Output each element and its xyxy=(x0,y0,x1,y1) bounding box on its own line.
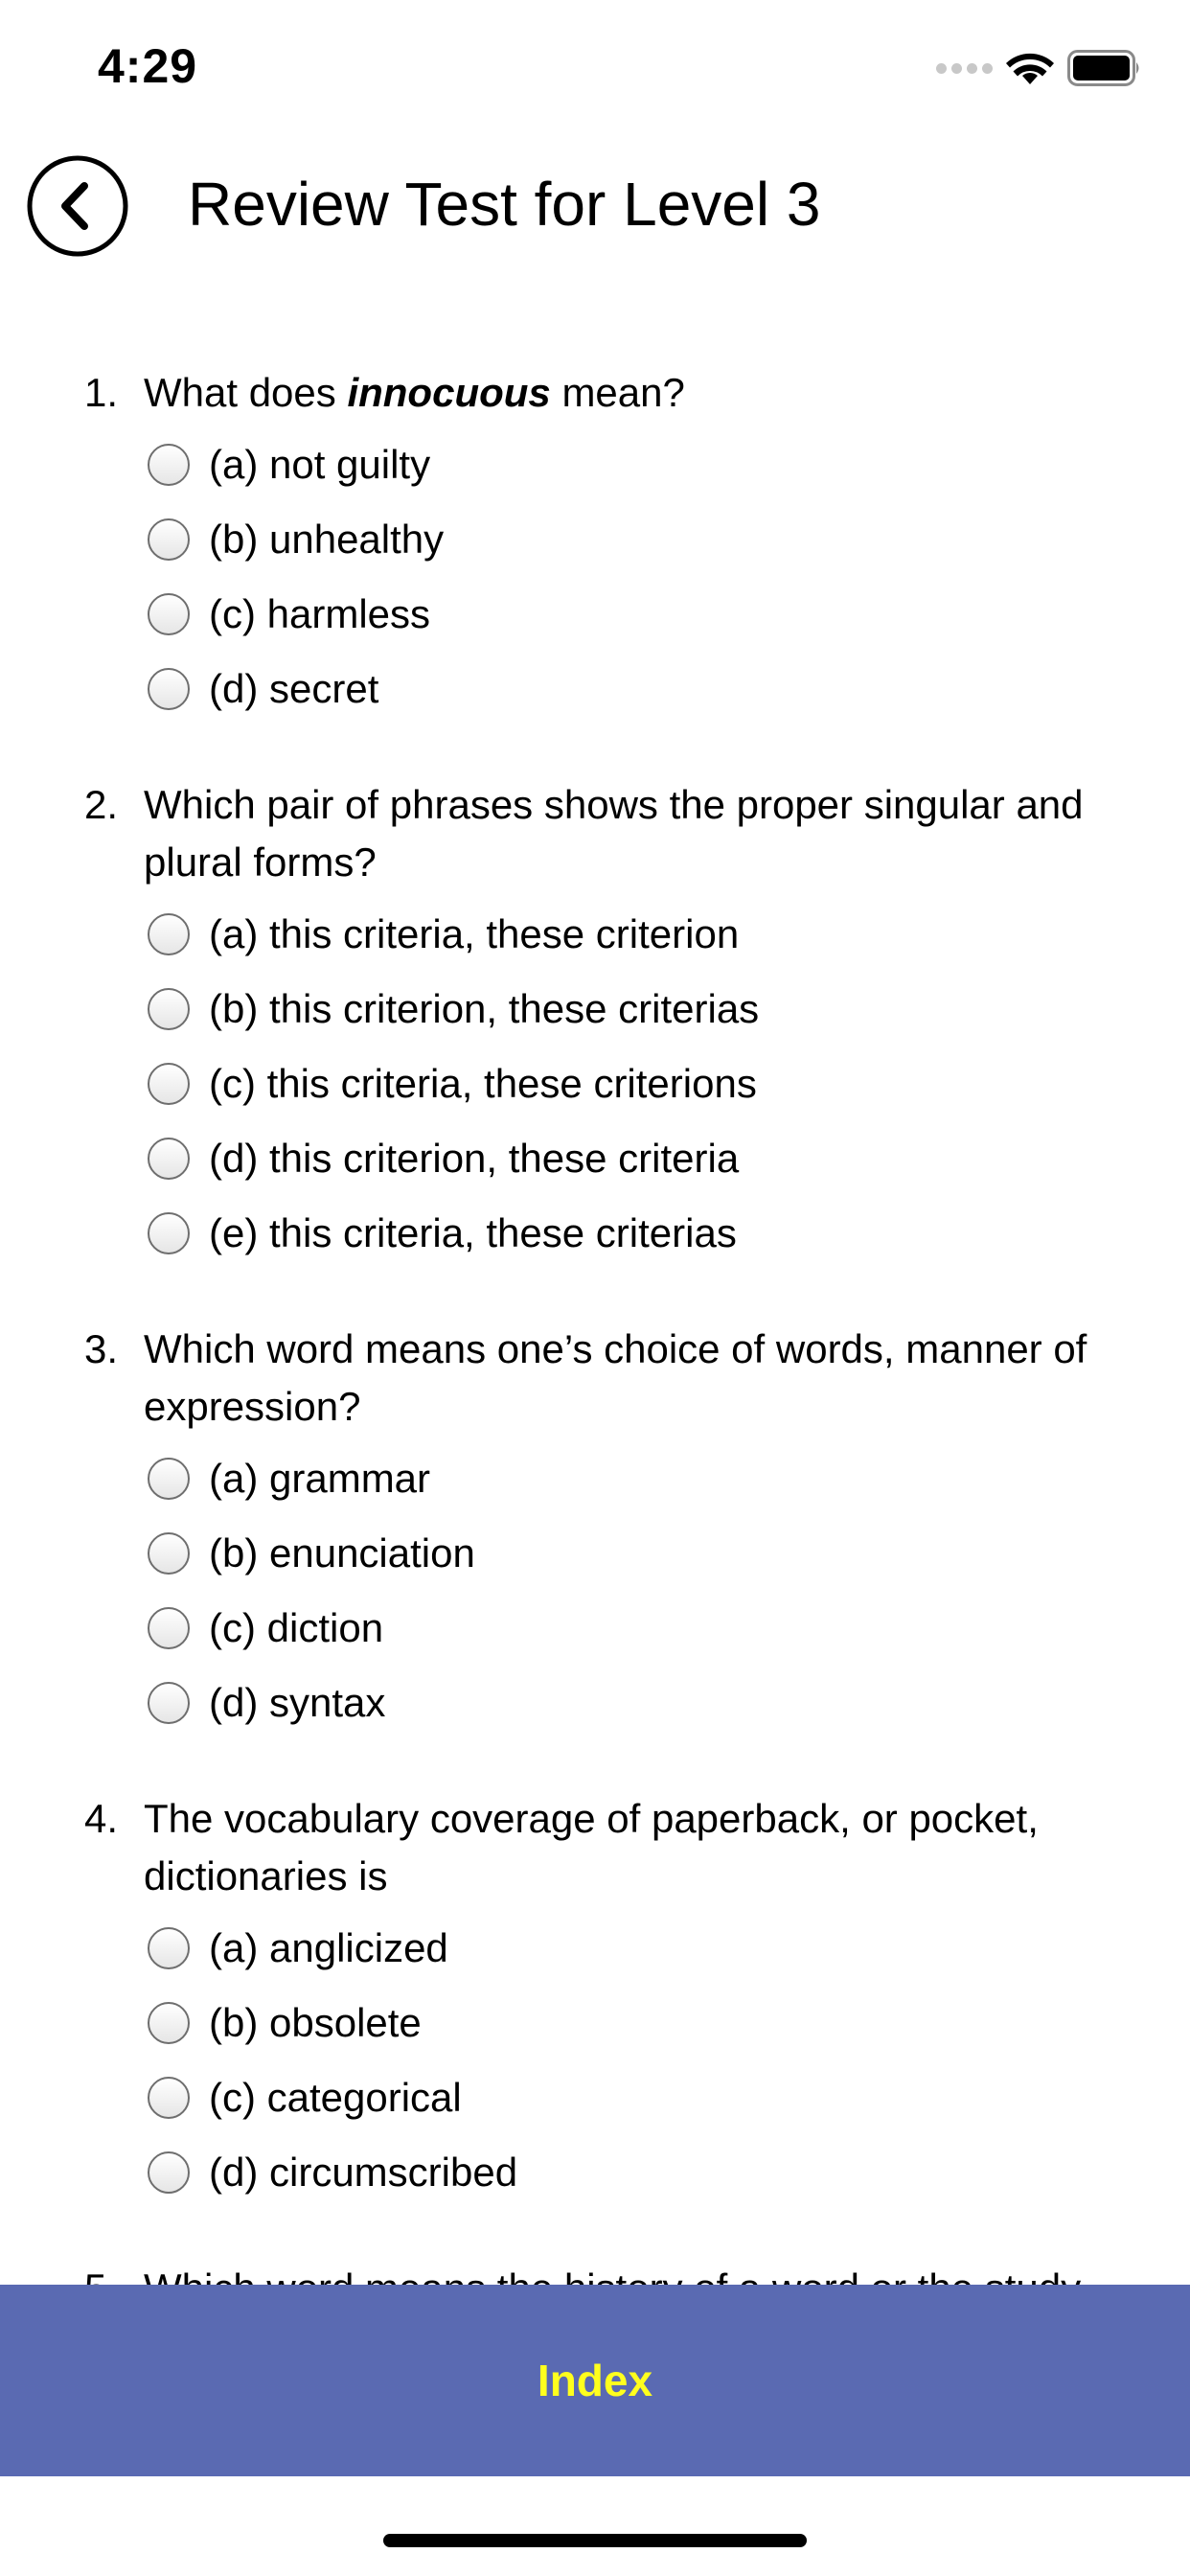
option-label: (b) obsolete xyxy=(209,2000,422,2045)
back-button[interactable] xyxy=(27,155,128,257)
answer-option-4a[interactable] xyxy=(148,1911,1190,1986)
answer-options xyxy=(148,897,1190,1271)
answer-option-3c[interactable] xyxy=(148,1591,1190,1666)
radio-button[interactable] xyxy=(148,1212,190,1254)
question-number: 3. xyxy=(84,1326,119,1371)
radio-button[interactable] xyxy=(148,2077,190,2119)
option-label: (d) syntax xyxy=(209,1680,386,1725)
answer-options xyxy=(148,427,1190,726)
radio-button[interactable] xyxy=(148,1607,190,1649)
option-label: (c) this criteria, these criterions xyxy=(209,1061,757,1106)
radio-button[interactable] xyxy=(148,1927,190,1969)
question-1 xyxy=(0,364,1190,726)
option-label: (a) anglicized xyxy=(209,1925,448,1970)
option-label: (c) harmless xyxy=(209,591,431,636)
question-2 xyxy=(0,776,1190,1271)
question-number: 4. xyxy=(84,1796,119,1841)
radio-button[interactable] xyxy=(148,518,190,561)
battery-icon xyxy=(1067,50,1142,86)
option-label: (b) enunciation xyxy=(209,1530,475,1576)
status-time: 4:29 xyxy=(98,39,198,93)
option-label: (a) not guilty xyxy=(209,442,431,487)
answer-option-4c[interactable] xyxy=(148,2060,1190,2135)
answer-option-4b[interactable] xyxy=(148,1986,1190,2060)
wifi-icon xyxy=(1006,50,1054,86)
question-4 xyxy=(0,1790,1190,2210)
answer-option-1c[interactable] xyxy=(148,577,1190,652)
cellular-signal-icon xyxy=(936,63,993,74)
index-label: Index xyxy=(537,2356,653,2405)
option-label: (d) secret xyxy=(209,666,379,711)
answer-option-1d[interactable] xyxy=(148,652,1190,726)
radio-button[interactable] xyxy=(148,444,190,486)
answer-option-2d[interactable] xyxy=(148,1121,1190,1196)
answer-option-1a[interactable] xyxy=(148,427,1190,502)
question-term: innocuous xyxy=(347,370,551,415)
question-number: 2. xyxy=(84,782,119,827)
radio-button[interactable] xyxy=(148,668,190,710)
question-number: 1. xyxy=(84,370,119,415)
question-text: The vocabulary coverage of paperback, or pocket, dictionaries is xyxy=(144,1796,1039,1898)
option-label: (e) this criteria, these criterias xyxy=(209,1210,737,1255)
status-bar xyxy=(0,0,1190,144)
radio-button[interactable] xyxy=(148,1458,190,1500)
index-button[interactable] xyxy=(0,2285,1190,2476)
question-3 xyxy=(0,1321,1190,1740)
radio-button[interactable] xyxy=(148,593,190,635)
radio-button[interactable] xyxy=(148,1532,190,1575)
answer-option-2b[interactable] xyxy=(148,972,1190,1046)
option-label: (b) unhealthy xyxy=(209,517,445,562)
answer-options xyxy=(148,1441,1190,1740)
question-text: What does innocuous mean? xyxy=(144,370,685,415)
answer-option-3a[interactable] xyxy=(148,1441,1190,1516)
option-label: (d) this criterion, these criteria xyxy=(209,1136,740,1181)
option-label: (a) this criteria, these criterion xyxy=(209,911,740,956)
quiz-content[interactable] xyxy=(0,364,1190,2329)
option-label: (c) diction xyxy=(209,1605,384,1650)
answer-option-2c[interactable] xyxy=(148,1046,1190,1121)
chevron-left-circle-icon xyxy=(27,155,128,257)
header xyxy=(0,144,1190,268)
radio-button[interactable] xyxy=(148,988,190,1030)
question-text: Which pair of phrases shows the proper singular and plural forms? xyxy=(144,782,1084,885)
radio-button[interactable] xyxy=(148,913,190,955)
question-text: Which word means one’s choice of words, manner of expression? xyxy=(144,1326,1087,1429)
answer-option-1b[interactable] xyxy=(148,502,1190,577)
radio-button[interactable] xyxy=(148,1063,190,1105)
home-indicator[interactable] xyxy=(383,2534,807,2547)
radio-button[interactable] xyxy=(148,2151,190,2194)
radio-button[interactable] xyxy=(148,2002,190,2044)
answer-option-2a[interactable] xyxy=(148,897,1190,972)
radio-button[interactable] xyxy=(148,1682,190,1724)
option-label: (a) grammar xyxy=(209,1456,431,1501)
option-label: (d) circumscribed xyxy=(209,2150,518,2195)
radio-button[interactable] xyxy=(148,1138,190,1180)
page-title: Review Test for Level 3 xyxy=(188,170,821,239)
answer-option-3b[interactable] xyxy=(148,1516,1190,1591)
option-label: (c) categorical xyxy=(209,2075,462,2120)
answer-option-2e[interactable] xyxy=(148,1196,1190,1271)
answer-options xyxy=(148,1911,1190,2210)
option-label: (b) this criterion, these criterias xyxy=(209,986,760,1031)
answer-option-3d[interactable] xyxy=(148,1666,1190,1740)
status-icons xyxy=(936,50,1142,86)
answer-option-4d[interactable] xyxy=(148,2135,1190,2210)
